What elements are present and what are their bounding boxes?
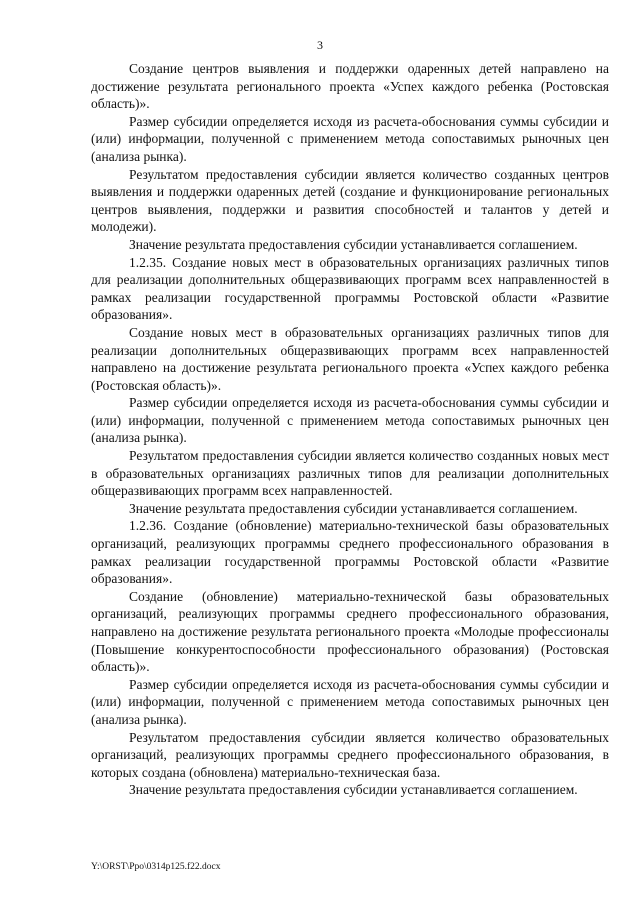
paragraph: Результатом предоставления субсидии является количество созданных новых мест в образовательных организациях различных типов для реализации дополнительных общеразвивающих программ всех направленностей. [91,448,609,499]
paragraph: Создание центров выявления и поддержки одаренных детей направлено на достижение результата регионального проекта «Успех каждого ребенка (Ростовская область)». [91,61,609,112]
document-body [91,60,609,799]
file-path-footer: Y:\ORST\Ppo\0314p125.f22.docx [91,862,221,872]
paragraph: Значение результата предоставления субсидии устанавливается соглашением. [129,500,578,516]
paragraph: Результатом предоставления субсидии является количество созданных центров выявления и поддержки одаренных детей (создание и функционирование региональных центров выявления, поддержки и развития способностей и талантов у детей и молодежи). [91,166,609,235]
section-heading-1-2-36: 1.2.36. Создание (обновление) материально-технической базы образовательных организаций, реализующих программы среднего профессионального образования в рамках реализации государственной программы Ростовской области «Развитие образования». [91,518,609,587]
page-number: 3 [317,38,323,52]
paragraph: Значение результата предоставления субсидии устанавливается соглашением. [129,782,578,798]
paragraph: Создание (обновление) материально-технической базы образовательных организаций, реализующих программы среднего профессионального образования, направлено на достижение результата регионального проекта «Молодые профессионалы (Повышение конкурентоспособности профессионального образования) (Ростовская область)». [91,588,609,675]
paragraph: Результатом предоставления субсидии является количество образовательных организаций, реализующих программы среднего профессионального образования, в которых создана (обновлена) материально-техническая база. [91,729,609,780]
section-heading-1-2-35: 1.2.35. Создание новых мест в образовательных организациях различных типов для реализации дополнительных общеразвивающих программ всех направленностей в рамках реализации государственной программы Ростовской области «Развитие образования». [91,254,609,323]
paragraph: Значение результата предоставления субсидии устанавливается соглашением. [129,236,578,252]
paragraph: Размер субсидии определяется исходя из расчета-обоснования суммы субсидии и (или) информации, полученной с применением метода сопоставимых рыночных цен (анализа рынка). [91,113,609,164]
paragraph: Размер субсидии определяется исходя из расчета-обоснования суммы субсидии и (или) информации, полученной с применением метода сопоставимых рыночных цен (анализа рынка). [91,395,609,446]
paragraph: Создание новых мест в образовательных организациях различных типов для реализации дополнительных общеразвивающих программ всех направленностей направлено на достижение результата регионального проекта «Успех каждого ребенка (Ростовская область)». [91,324,609,393]
paragraph: Размер субсидии определяется исходя из расчета-обоснования суммы субсидии и (или) информации, полученной с применением метода сопоставимых рыночных цен (анализа рынка). [91,676,609,727]
